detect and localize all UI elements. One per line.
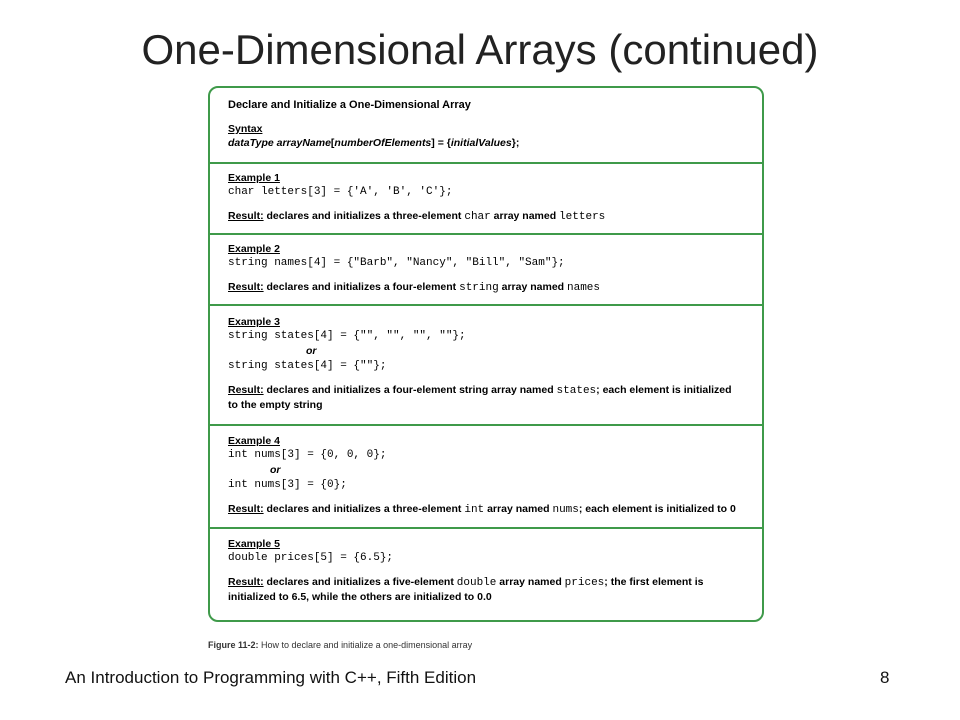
example-3-result-line2: to the empty string xyxy=(228,399,323,411)
section-divider xyxy=(210,233,762,235)
example-3-label: Example 3 xyxy=(228,316,280,328)
example-2-result: Result: declares and initializes a four-element string array named names xyxy=(228,281,601,294)
section-divider xyxy=(210,424,762,426)
example-5-result-line2: initialized to 6.5, while the others are initialized to 0.0 xyxy=(228,591,492,603)
example-4-section xyxy=(210,435,762,517)
example-5-result: Result: declares and initializes a five-element double array named prices; the first element is xyxy=(228,576,704,589)
example-3-or: or xyxy=(306,345,317,357)
slide-title: One-Dimensional Arrays (continued) xyxy=(141,26,819,73)
example-4-code-b: int nums[3] = {0}; xyxy=(228,479,347,491)
section-divider xyxy=(210,527,762,529)
syntax-label: Syntax xyxy=(228,123,263,135)
example-4-code-a: int nums[3] = {0, 0, 0}; xyxy=(228,449,387,461)
example-4-or: or xyxy=(270,464,281,476)
example-1-label: Example 1 xyxy=(228,172,280,184)
example-1-section xyxy=(210,172,762,224)
example-4-result: Result: declares and initializes a three-element int array named nums; each element is initialized to 0 xyxy=(228,503,736,516)
example-1-result: Result: declares and initializes a three-element char array named letters xyxy=(228,210,606,223)
example-2-label: Example 2 xyxy=(228,243,280,255)
example-1-code: char letters[3] = {'A', 'B', 'C'}; xyxy=(228,186,453,198)
footer-book-title: An Introduction to Programming with C++, Fifth Edition xyxy=(65,668,477,687)
page-number: 8 xyxy=(880,668,890,687)
figure-header-section xyxy=(210,88,762,150)
figure-caption: Figure 11-2: How to declare and initialize a one-dimensional array xyxy=(208,640,473,650)
example-5-label: Example 5 xyxy=(228,538,280,550)
example-3-section xyxy=(210,316,762,412)
section-divider xyxy=(210,162,762,164)
example-3-result: Result: declares and initializes a four-element string array named states; each element is initialized xyxy=(228,384,732,397)
figure-box xyxy=(208,86,764,622)
figure-heading: Declare and Initialize a One-Dimensional Array xyxy=(228,99,471,111)
example-2-code: string names[4] = {"Barb", "Nancy", "Bill", "Sam"}; xyxy=(228,257,565,269)
example-5-code: double prices[5] = {6.5}; xyxy=(228,552,394,564)
example-4-label: Example 4 xyxy=(228,435,280,447)
example-5-section xyxy=(210,538,762,604)
section-divider xyxy=(210,304,762,306)
example-3-code-a: string states[4] = {"", "", "", ""}; xyxy=(228,330,466,342)
example-3-code-b: string states[4] = {""}; xyxy=(228,360,387,372)
syntax-line: dataType arrayName[numberOfElements] = {initialValues}; xyxy=(228,137,520,149)
example-2-section xyxy=(210,243,762,295)
